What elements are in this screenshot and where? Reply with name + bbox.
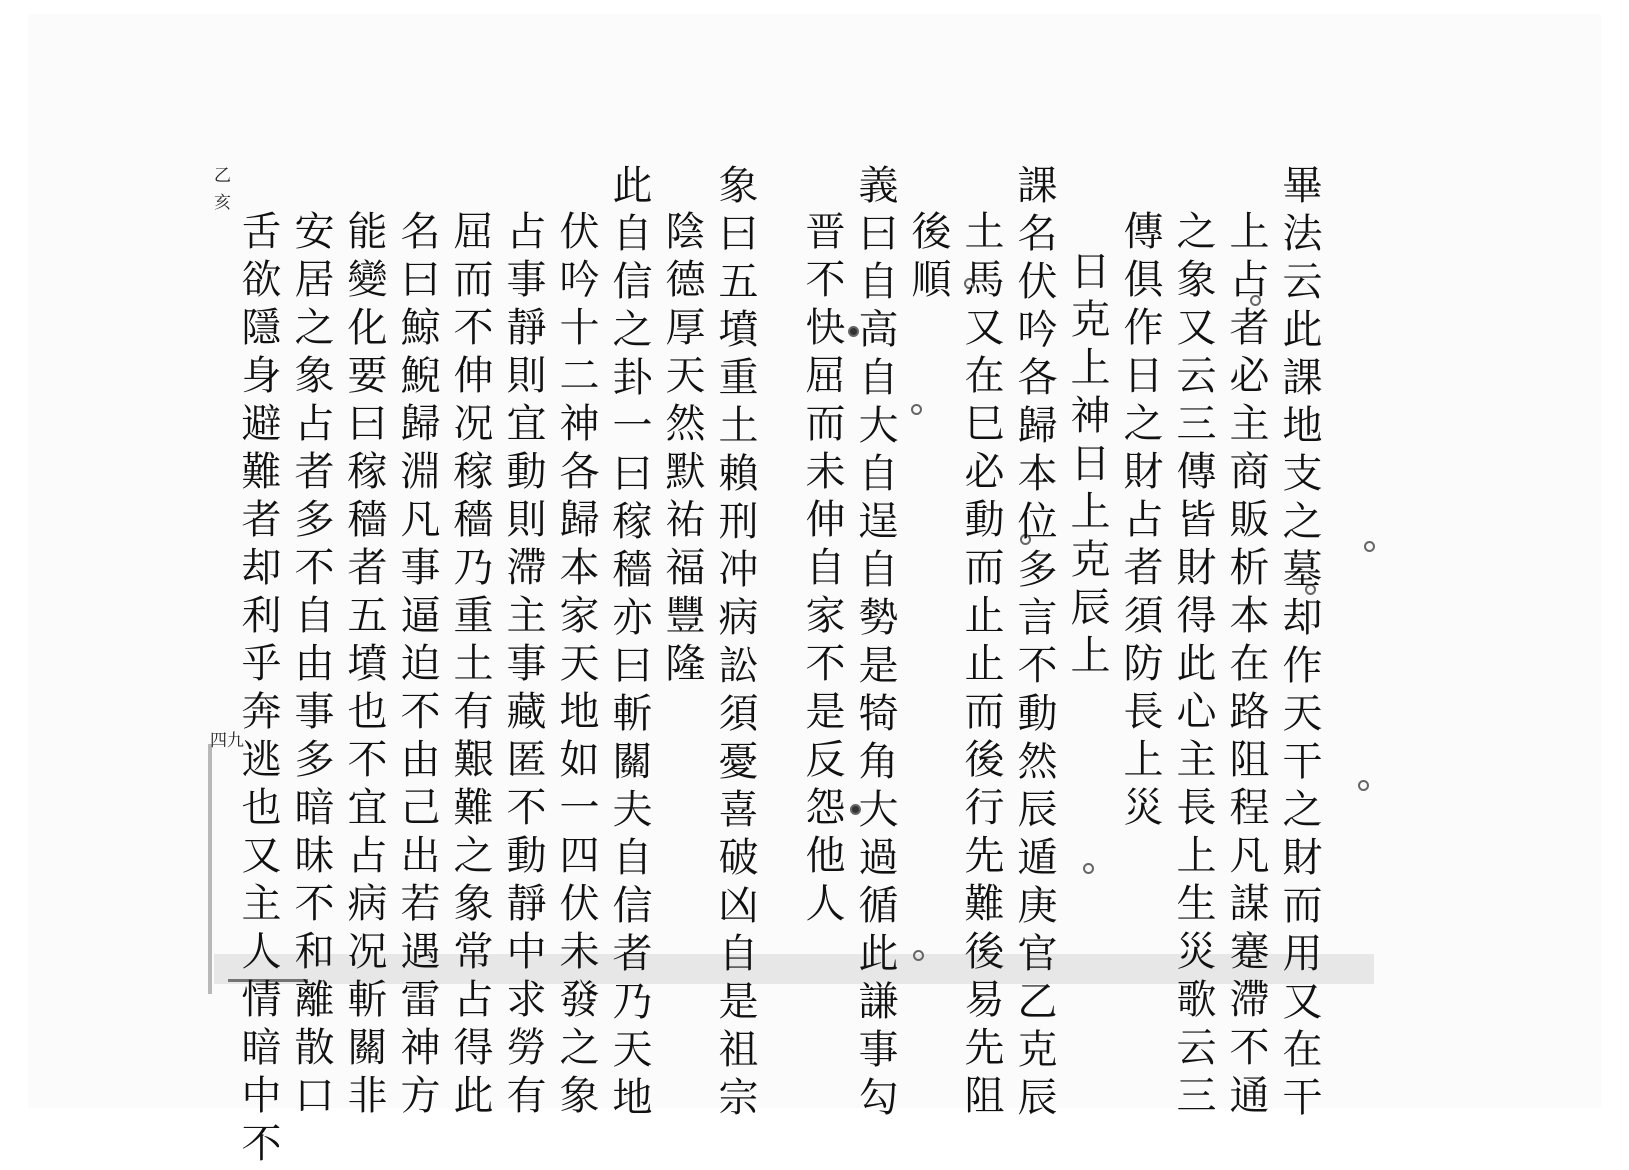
- scan-edge-line: [208, 744, 212, 994]
- margin-label: 乙亥: [210, 166, 230, 220]
- ink-speck: [1083, 863, 1094, 874]
- ink-speck: [913, 950, 924, 961]
- ink-speck: [1358, 780, 1369, 791]
- text-column: 畢法云此課地支之墓却作天干之財而用又在干: [1276, 164, 1322, 1124]
- text-column: 舌欲隱身避難者却利乎奔逃也又主人情暗中不: [235, 210, 281, 1170]
- ink-speck: [1364, 541, 1375, 552]
- text-column: 安居之象占者多不自由事多暗昧不和離散口: [288, 210, 334, 1122]
- ink-speck: [911, 404, 922, 415]
- text-column: 後順: [905, 210, 951, 306]
- text-column: 名曰鯨鯢歸淵凡事逼迫不由己出若遇雷神方: [394, 210, 440, 1122]
- text-column: 土馬又在巳必動而止止而後行先難後易先阻: [958, 210, 1004, 1122]
- text-column: 晋不快屈而未伸自家不是反怨他人: [799, 210, 845, 930]
- text-column: 此自信之卦一曰稼穡亦曰斬關夫自信者乃天地: [606, 164, 652, 1124]
- text-column: 能變化要曰稼穡者五墳也不宜占病况斬關非: [341, 210, 387, 1122]
- text-column: 之象又云三傳皆財得此心主長上生災歌云三: [1170, 210, 1216, 1122]
- page-number: 四九: [210, 731, 244, 751]
- text-column: 象曰五墳重土賴刑冲病訟須憂喜破凶自是祖宗: [712, 164, 758, 1124]
- text-column: 伏吟十二神各歸本家天地如一四伏未發之象: [553, 210, 599, 1122]
- document-page: [28, 14, 1601, 1170]
- text-column: 義曰自高自大自逞自勢是犄角大過循此謙事勾: [852, 164, 898, 1124]
- text-column: 傳俱作日之財占者須防長上災: [1117, 210, 1163, 834]
- text-column: 上占者必主商販析本在路阻程凡謀蹇滯不通: [1223, 210, 1269, 1122]
- text-column: 日克上神日上克辰上: [1064, 250, 1110, 682]
- text-column: 占事靜則宜動則滯主事藏匿不動靜中求勞有: [500, 210, 546, 1122]
- text-column: 陰德厚天然默祐福豐隆: [659, 210, 705, 690]
- text-column: 課名伏吟各歸本位多言不動然辰遁庚官乙克辰: [1011, 164, 1057, 1124]
- text-column: 屈而不伸况稼穡乃重土有艱難之象常占得此: [447, 210, 493, 1122]
